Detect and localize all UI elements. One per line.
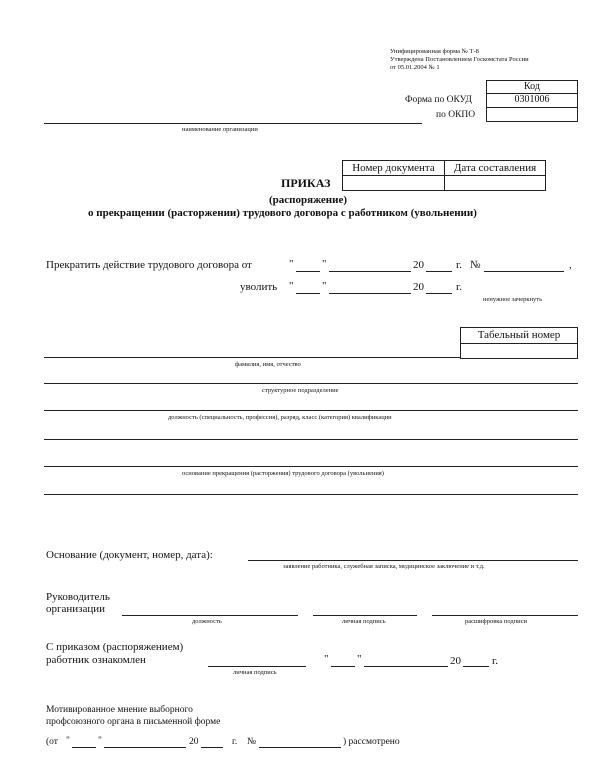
dept-caption: структурное подразделение [262, 387, 339, 394]
acquainted-day-field[interactable] [331, 666, 355, 667]
union-year-field[interactable] [201, 747, 223, 748]
doc-description: о прекращении (расторжении) трудового договора с работником (увольнении) [88, 207, 477, 219]
organization-input-line[interactable] [44, 123, 422, 124]
doc-date-header: Дата составления [444, 160, 546, 176]
union-year-prefix: 20 [189, 737, 199, 747]
terminate-label: Прекратить действие трудового договора от [46, 259, 252, 271]
contract-number-field[interactable] [484, 271, 564, 272]
basis-caption: заявление работника, служебная записка, медицинское заключение и т.д. [283, 563, 485, 570]
fio-caption: фамилия, имя, отчество [235, 361, 301, 368]
dismiss-quote-open: " [289, 280, 294, 292]
dismiss-quote-close: " [322, 280, 327, 292]
acquainted-signature-caption: личная подпись [233, 669, 277, 676]
head-decoding-field[interactable] [432, 615, 578, 616]
union-number-field[interactable] [259, 747, 341, 748]
year-prefix: 20 [413, 259, 424, 271]
acquainted-signature-field[interactable] [208, 666, 306, 667]
tab-number-header: Табельный номер [460, 327, 578, 344]
union-year-suffix: г. [232, 737, 238, 747]
acq-quote-open: " [324, 653, 329, 665]
union-number-sign: № [247, 737, 257, 747]
dismiss-month-field[interactable] [329, 293, 411, 294]
acq-year-prefix: 20 [450, 655, 461, 667]
contract-day-field[interactable] [296, 271, 320, 272]
tab-number-value[interactable] [460, 343, 578, 359]
acquainted-year-field[interactable] [463, 666, 489, 667]
dismiss-year-prefix: 20 [413, 281, 424, 293]
year-suffix: г. [456, 259, 463, 271]
contract-month-field[interactable] [329, 271, 411, 272]
acq-year-suffix: г. [492, 655, 499, 667]
okpo-code-cell[interactable] [486, 107, 578, 122]
doc-title: ПРИКАЗ [281, 176, 331, 190]
basis-label: Основание (документ, номер, дата): [46, 549, 213, 561]
head-position-caption: должность [192, 618, 222, 625]
union-label-2: профсоюзного органа в письменной форме [46, 717, 221, 727]
union-considered: ) рассмотрено [343, 737, 400, 747]
acq-quote-close: " [357, 653, 362, 665]
form-date-line: от 05.01.2004 № 1 [390, 64, 440, 71]
union-month-field[interactable] [104, 747, 186, 748]
position-extra-line[interactable] [44, 439, 578, 440]
head-position-field[interactable] [122, 615, 298, 616]
dismiss-day-field[interactable] [296, 293, 320, 294]
contract-year-field[interactable] [426, 271, 452, 272]
number-sign: № [470, 259, 481, 271]
doc-subtitle: (распоряжение) [269, 194, 348, 206]
quote-open: " [289, 258, 294, 270]
basis-reason-caption: основание прекращения (расторжения) трудового договора (увольнения) [182, 470, 384, 477]
basis-reason-input-line[interactable] [44, 466, 578, 467]
organization-caption: наименование организации [182, 126, 258, 133]
union-from: (от [46, 737, 58, 747]
dismiss-year-suffix: г. [456, 281, 463, 293]
doc-date-value[interactable] [444, 175, 546, 191]
union-quote-open: " [66, 736, 70, 746]
union-day-field[interactable] [72, 747, 96, 748]
fio-input-line[interactable] [44, 357, 460, 358]
dismiss-label: уволить [240, 281, 278, 293]
form-approved-line: Утверждена Постановлением Госкомстата России [390, 56, 529, 63]
comma: , [569, 259, 572, 271]
okud-code-cell[interactable]: 0301006 [486, 93, 578, 108]
union-quote-close: " [98, 736, 102, 746]
acquainted-label-1: С приказом (распоряжением) [46, 641, 184, 653]
okud-label: Форма по ОКУД [405, 95, 472, 105]
position-input-line[interactable] [44, 410, 578, 411]
position-caption: должность (специальность, профессия), разряд, класс (категория) квалификации [168, 414, 392, 421]
head-label-1: Руководитель [46, 591, 110, 603]
acquainted-label-2: работник ознакомлен [46, 654, 146, 666]
okpo-label: по ОКПО [436, 110, 476, 120]
head-decoding-caption: расшифровка подписи [465, 618, 528, 625]
acquainted-month-field[interactable] [364, 666, 448, 667]
basis-input-line[interactable] [248, 560, 578, 561]
dismiss-year-field[interactable] [426, 293, 452, 294]
head-signature-caption: личная подпись [342, 618, 386, 625]
union-label-1: Мотивированное мнение выборного [46, 705, 193, 715]
doc-number-header: Номер документа [342, 160, 445, 176]
quote-close: " [322, 258, 327, 270]
form-number-line: Унифицированная форма № Т-8 [390, 48, 479, 55]
unneeded-note: ненужное зачеркнуть [483, 296, 543, 303]
dept-input-line[interactable] [44, 383, 578, 384]
code-header-cell: Код [486, 80, 578, 94]
head-signature-field[interactable] [313, 615, 417, 616]
basis-reason-extra-line[interactable] [44, 494, 578, 495]
doc-number-value[interactable] [342, 175, 445, 191]
head-label-2: организации [46, 603, 106, 615]
